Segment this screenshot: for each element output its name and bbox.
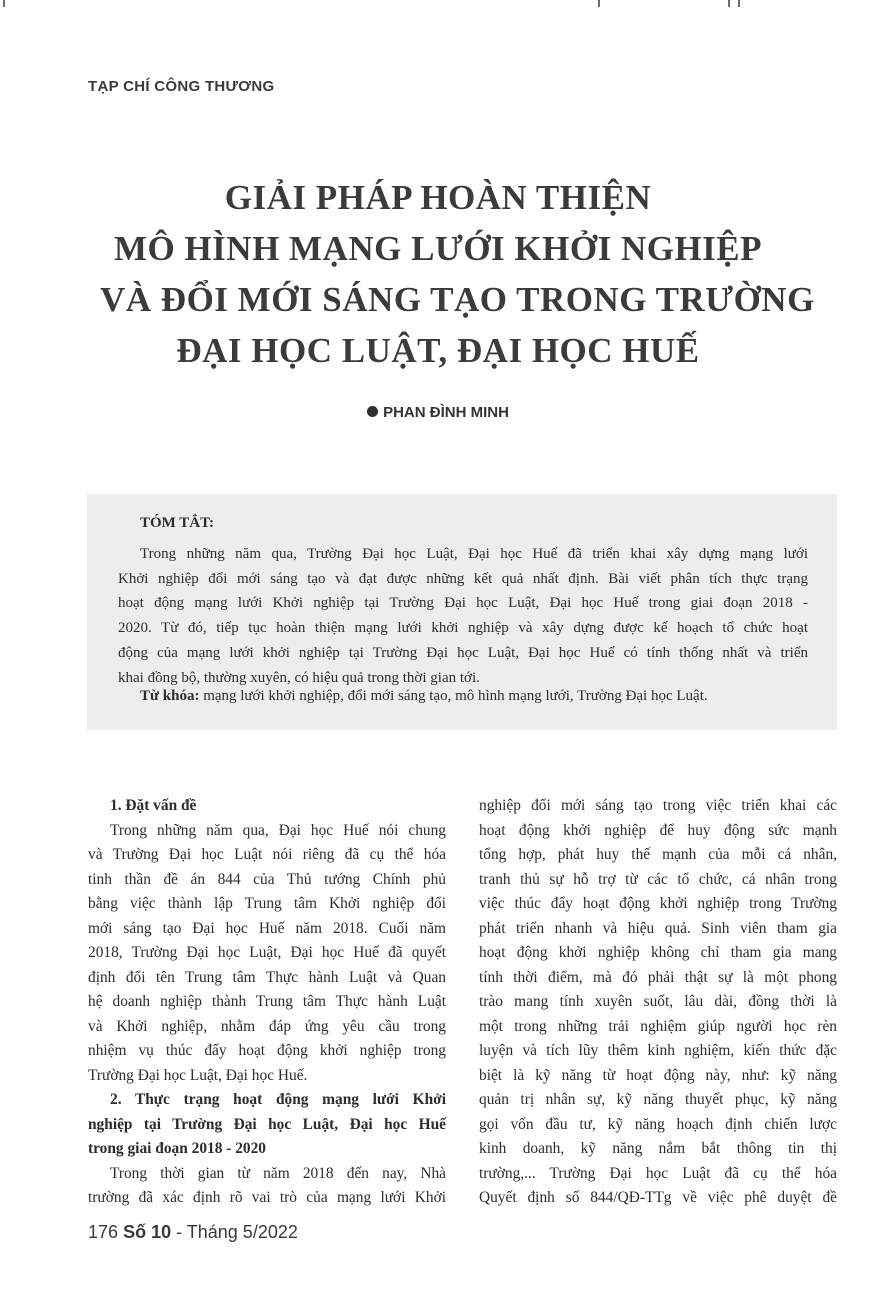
article-title — [100, 172, 815, 376]
bullet-icon — [367, 406, 378, 417]
section-heading: 2. Thực trạng hoạt động mạng lưới Khởi — [110, 1091, 446, 1108]
body-line: nghiệp đổi mới sáng tạo trong việc triển khai các — [479, 797, 837, 814]
issue-date: - Tháng 5/2022 — [171, 1222, 298, 1242]
body-line: hoạt động khởi nghiệp để huy động sức mạnh — [479, 821, 837, 839]
body-line: và Khởi nghiệp, nhằm đáp ứng yêu cầu trong — [88, 1017, 446, 1035]
body-line: 2018, Trường Đại học Luật, Đại học Huế đã quyết — [88, 944, 446, 961]
body-line: Trong thời gian từ năm 2018 đến nay, Nhà — [110, 1164, 446, 1182]
abstract-line: động của mạng lưới khởi nghiệp tại Trường Đại học Luật, Đại học Huế có tính thống nhất và triển — [118, 644, 808, 661]
journal-name: TẠP CHÍ CÔNG THƯƠNG — [88, 78, 275, 95]
keywords — [140, 688, 810, 705]
body-line: Trong những năm qua, Đại học Huế nói chung — [110, 821, 446, 839]
body-line: Trường Đại học Luật, Đại học Huế. — [88, 1066, 308, 1084]
body-line: một trong những trải nghiệm giúp người học rèn — [479, 1017, 837, 1035]
page-number: 176 — [88, 1222, 119, 1242]
author-byline — [0, 404, 876, 421]
body-line: nhiệm vụ thúc đẩy hoạt động khởi nghiệp trong — [88, 1042, 446, 1059]
body-line: trường đã xác định rõ vai trò của mạng lưới Khởi — [88, 1189, 446, 1206]
page-footer — [88, 1222, 298, 1243]
title-line: ĐẠI HỌC LUẬT, ĐẠI HỌC HUẾ — [176, 331, 700, 370]
body-line: gọi vốn đầu tư, kỹ năng hoạch định chiến lược — [479, 1115, 837, 1133]
body-column-left — [88, 794, 446, 1211]
body-line: hoạt động khởi nghiệp không chỉ tham gia mang — [479, 944, 837, 961]
body-line: và Trường Đại học Luật nói riêng đã cụ thể hóa — [88, 846, 446, 863]
title-line: GIẢI PHÁP HOÀN THIỆN — [224, 178, 652, 217]
abstract-text — [118, 542, 808, 690]
abstract-line: hoạt động mạng lưới Khởi nghiệp tại Trường Đại học Luật, Đại học Huế trong giai đoạn 2018 - — [118, 595, 808, 612]
section-heading: nghiệp tại Trường Đại học Luật, Đại học Huế — [88, 1115, 446, 1133]
abstract-line: Trong những năm qua, Trường Đại học Luật, Đại học Huế đã triển khai xây dựng mạng lưới — [140, 546, 808, 562]
body-line: biệt là kỹ năng từ hoạt động này, như: kỹ năng — [479, 1066, 837, 1084]
abstract-line: khai đồng bộ, thường xuyên, có hiệu quả trong thời gian tới. — [118, 669, 480, 686]
scan-edge-marks — [0, 0, 876, 8]
body-line: tranh thủ sự hỗ trợ từ các tổ chức, cá nhân trong — [479, 870, 837, 888]
body-line: mới sáng tạo Đại học Huế năm 2018. Cuối năm — [88, 919, 446, 937]
keywords-label: Từ khóa: — [140, 688, 200, 704]
abstract-line: 2020. Từ đó, tiếp tục hoàn thiện mạng lưới khởi nghiệp và xây dựng được kế hoạch tổ chức hoạt — [118, 620, 808, 637]
body-line: quản trị nhân sự, kỹ năng thuyết phục, kỹ năng — [479, 1091, 837, 1108]
body-line: tính thời điểm, mà đó phải thật sự là một phong — [479, 968, 837, 986]
title-line: MÔ HÌNH MẠNG LƯỚI KHỞI NGHIỆP — [113, 229, 763, 268]
body-line: việc thúc đẩy hoạt động khởi nghiệp trong Trường — [479, 895, 837, 912]
abstract-line: Khởi nghiệp đổi mới sáng tạo và đạt được những kết quả nhất định. Bài viết phân tích thực trạng — [118, 570, 808, 587]
body-line: luyện và tích lũy thêm kinh nghiệm, kiến thức đặc — [479, 1042, 837, 1059]
body-line: định đổi tên Trung tâm Thực hành Luật và Quan — [88, 968, 446, 986]
section-heading: trong giai đoạn 2018 - 2020 — [88, 1140, 267, 1157]
body-line: tổng hợp, phát huy thế mạnh của mỗi cá nhân, — [479, 846, 837, 863]
title-line: VÀ ĐỔI MỚI SÁNG TẠO TRONG TRƯỜNG — [100, 280, 815, 319]
body-line: trường,... Trường Đại học Luật đã cụ thể hóa — [479, 1164, 837, 1182]
body-line: trào mang tính xuyên suốt, lâu dài, đồng thời là — [479, 993, 837, 1010]
issue-number: Số 10 — [123, 1222, 172, 1242]
body-line: tinh thần đề án 844 của Thủ tướng Chính phủ — [88, 870, 446, 888]
body-line: phát triển nhanh và hiệu quả. Sinh viên tham gia — [479, 919, 837, 937]
body-column-right — [479, 794, 837, 1211]
keywords-text: mạng lưới khởi nghiệp, đổi mới sáng tạo, mô hình mạng lưới, Trường Đại học Luật. — [199, 688, 708, 704]
body-line: bằng việc thành lập Trung tâm Khởi nghiệp đổi — [88, 895, 446, 912]
body-line: Quyết định số 844/QĐ-TTg về việc phê duyệt đề — [479, 1189, 837, 1206]
body-line: hệ doanh nghiệp thành Trung tâm Thực hành Luật — [88, 993, 446, 1010]
section-heading: 1. Đặt vấn đề — [110, 797, 197, 814]
abstract-heading: TÓM TẮT: — [140, 515, 215, 531]
author-name: PHAN ĐÌNH MINH — [383, 404, 509, 421]
body-line: kinh doanh, kỹ năng nắm bắt thông tin thị — [479, 1140, 837, 1157]
